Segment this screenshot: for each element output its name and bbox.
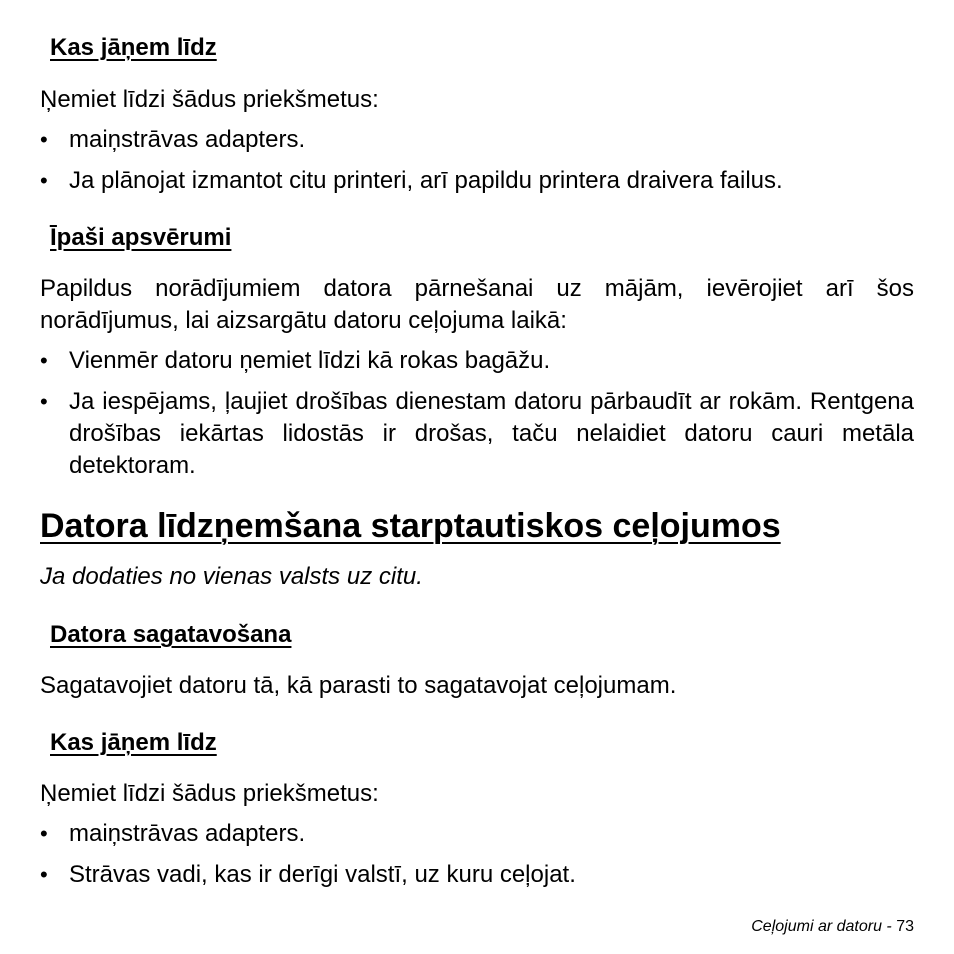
page-footer — [751, 917, 914, 937]
bullet-marker: • — [40, 168, 48, 193]
footer-label: Ceļojumi ar datoru - — [751, 918, 892, 935]
bullet-marker: • — [40, 821, 48, 846]
section-heading: Kas jāņem līdz — [50, 34, 217, 61]
page-number: 73 — [896, 918, 914, 935]
list-item: Strāvas vadi, kas ir derīgi valstī, uz kuru ceļojat. — [69, 861, 576, 888]
list-item: Ja plānojat izmantot citu printeri, arī papildu printera draivera failus. — [69, 167, 783, 194]
list-item: Ja iespējams, ļaujiet drošības dienestam datoru pārbaudīt ar rokām. Rentgena drošības iekārtas lidostās ir drošas, taču nelaidiet datoru cauri metāla detektoram. — [69, 388, 914, 479]
bullet-marker: • — [40, 127, 48, 152]
paragraph: Ņemiet līdzi šādus priekšmetus: — [40, 86, 379, 113]
chapter-subtitle: Ja dodaties no vienas valsts uz citu. — [40, 563, 423, 590]
paragraph: Ņemiet līdzi šādus priekšmetus: — [40, 780, 379, 807]
section-heading: Kas jāņem līdz — [50, 729, 217, 756]
bullet-marker: • — [40, 348, 48, 373]
bullet-marker: • — [40, 389, 48, 414]
section-heading: Īpaši apsvērumi — [50, 224, 232, 251]
section-heading: Datora sagatavošana — [50, 621, 292, 648]
paragraph: Papildus norādījumiem datora pārnešanai uz mājām, ievērojiet arī šos norādījumus, lai aizsargātu datoru ceļojuma laikā: — [40, 275, 914, 334]
bullet-marker: • — [40, 862, 48, 887]
list-item: maiņstrāvas adapters. — [69, 820, 306, 847]
list-item: maiņstrāvas adapters. — [69, 126, 306, 153]
list-item: Vienmēr datoru ņemiet līdzi kā rokas bagāžu. — [69, 347, 551, 374]
chapter-title: Datora līdzņemšana starptautiskos ceļojumos — [40, 507, 781, 545]
paragraph: Sagatavojiet datoru tā, kā parasti to sagatavojat ceļojumam. — [40, 672, 677, 699]
